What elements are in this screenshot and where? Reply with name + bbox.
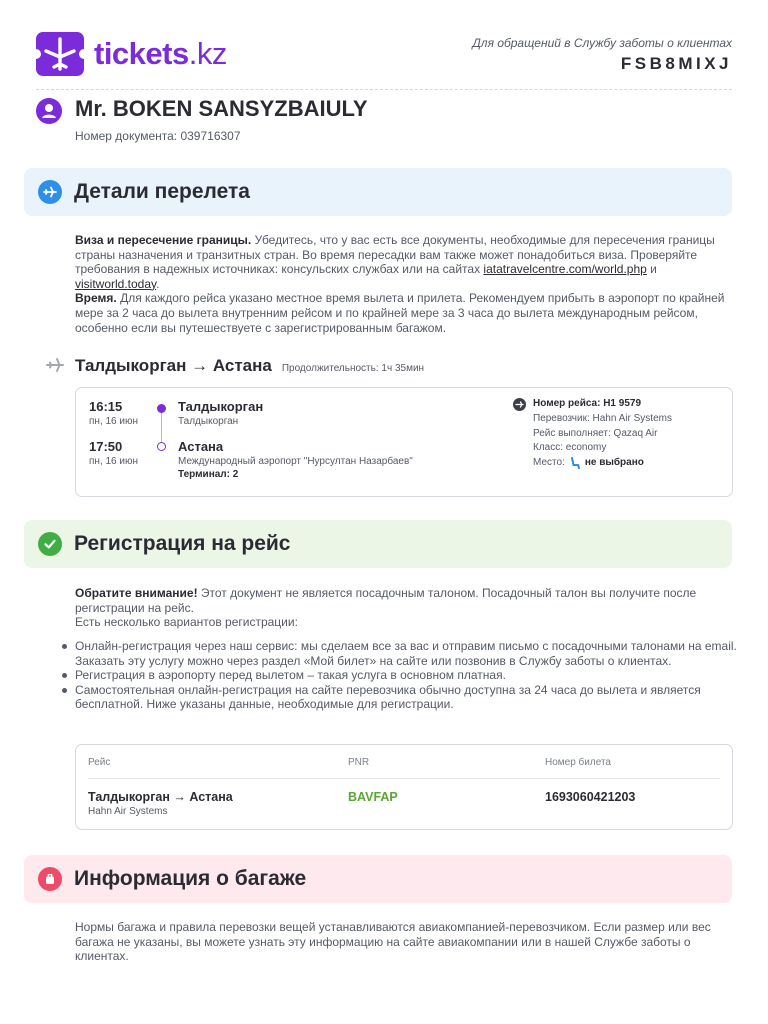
table-flight: Талдыкорган → Астана [88, 790, 233, 804]
airplane-icon [46, 356, 64, 374]
passenger-document: Номер документа: 039716307 [75, 129, 241, 143]
column-header-pnr: PNR [348, 757, 370, 768]
travel-class: Класс: economy [533, 442, 607, 454]
route-line [161, 410, 162, 445]
flight-details-banner [24, 168, 732, 216]
departure-date: пн, 16 июн [89, 416, 139, 427]
flight-number: Номер рейса: H1 9579 [513, 398, 723, 411]
table-carrier: Hahn Air Systems [88, 806, 168, 817]
arrival-airport: Международный аэропорт "Нурсултан Назарбаев" [178, 456, 413, 467]
arrival-time: 17:50 [89, 439, 123, 454]
document-header [36, 32, 732, 90]
departure-airport: Талдыкорган [178, 416, 239, 427]
ticket-number: 1693060421203 [545, 790, 636, 804]
list-item: Самостоятельная онлайн-регистрация на сайте перевозчика обычно доступна за 24 часа до вылета и является бесплатной. Ниже указаны данные, необходимые для регистрации. [60, 683, 740, 712]
registration-banner [24, 520, 732, 568]
arrival-city: Астана [178, 439, 224, 454]
departure-city: Талдыкорган [178, 399, 264, 414]
route-title: Талдыкорган → Астана [75, 356, 272, 375]
user-icon [36, 98, 62, 124]
departure-dot [157, 404, 166, 413]
arrival-date: пн, 16 июн [89, 456, 139, 467]
visa-info: Виза и пересечение границы. Убедитесь, что у вас есть все документы, необходимые для пересечения границы страны назначения и транзитных стран. Во время пересадки вам также может понадобиться виза. Проверяйте требования в надежных источниках: консульских службах или на сайтах iatatravelcentre.com/world.php и visitworld.today. Время. Для каждого рейса указано местное время вылета и прилета. Рекомендуем прибыть в аэропорт по крайней мере за 2 часа до вылета внутренним рейсом и по крайней мере за 3 часа до вылета международным рейсом, особенно если вы путешествуете с зарегистрированным багажом. [75, 233, 725, 335]
suitcase-icon [38, 867, 62, 891]
section-title: Регистрация на рейс [74, 532, 291, 555]
operated-by: Рейс выполняет: Qazaq Air [533, 427, 658, 439]
iata-link[interactable]: iatatravelcentre.com/world.php [483, 262, 647, 277]
list-item: Регистрация в аэропорту перед вылетом – такая услуга в основном платная. [60, 668, 740, 683]
logo[interactable] [36, 32, 227, 76]
logo-text: tickets.kz [94, 36, 227, 71]
column-header-ticket: Номер билета [545, 757, 611, 768]
registration-table [75, 744, 733, 830]
booking-code: FSB8MIXJ [620, 54, 732, 73]
check-icon [38, 532, 62, 556]
flight-info [533, 398, 723, 469]
section-title: Детали перелета [74, 180, 250, 203]
route-heading [46, 353, 424, 376]
passenger-name: Mr. BOKEN SANSYZBAIULY [75, 96, 368, 121]
registration-options [60, 639, 740, 712]
support-label: Для обращений в Службу заботы о клиентах [472, 36, 732, 50]
visitworld-link[interactable]: visitworld.today [75, 276, 157, 291]
table-divider [88, 778, 720, 779]
column-header-flight: Рейс [88, 757, 111, 768]
airplane-icon [38, 180, 62, 204]
registration-notice: Обратите внимание! Этот документ не является посадочным талоном. Посадочный талон вы получите после регистрации на рейс. Есть несколько вариантов регистрации: [75, 586, 697, 630]
ticket-plane-logo-icon [36, 32, 84, 76]
arrival-terminal: Терминал: 2 [178, 469, 239, 480]
seat-icon [569, 457, 581, 469]
pnr-code: BAVFAP [348, 790, 398, 804]
support-block [472, 36, 732, 74]
airline-icon [513, 398, 526, 411]
list-item: Онлайн-регистрация через наш сервис: мы сделаем все за вас и отправим письмо с посадочными талонами на email. Заказать эту услугу можно через раздел «Мой билет» на сайте или позвонив в Службу заботы о клиентах. [60, 639, 740, 668]
carrier: Перевозчик: Hahn Air Systems [533, 413, 672, 424]
departure-time: 16:15 [89, 399, 123, 414]
section-title: Информация о багаже [74, 867, 307, 890]
baggage-info: Нормы багажа и правила перевозки вещей устанавливаются авиакомпанией-перевозчиком. Если размер или вес багажа не указаны, вы можете узнать эту информацию на сайте авиакомпании или в нашей Службе заботы о клиентах. [75, 920, 711, 964]
flight-card [75, 387, 733, 497]
arrival-dot [157, 442, 166, 451]
seat-info: Место: не выбрано [533, 456, 644, 468]
flight-duration: Продолжительность: 1ч 35мин [281, 363, 425, 374]
baggage-banner [24, 855, 732, 903]
